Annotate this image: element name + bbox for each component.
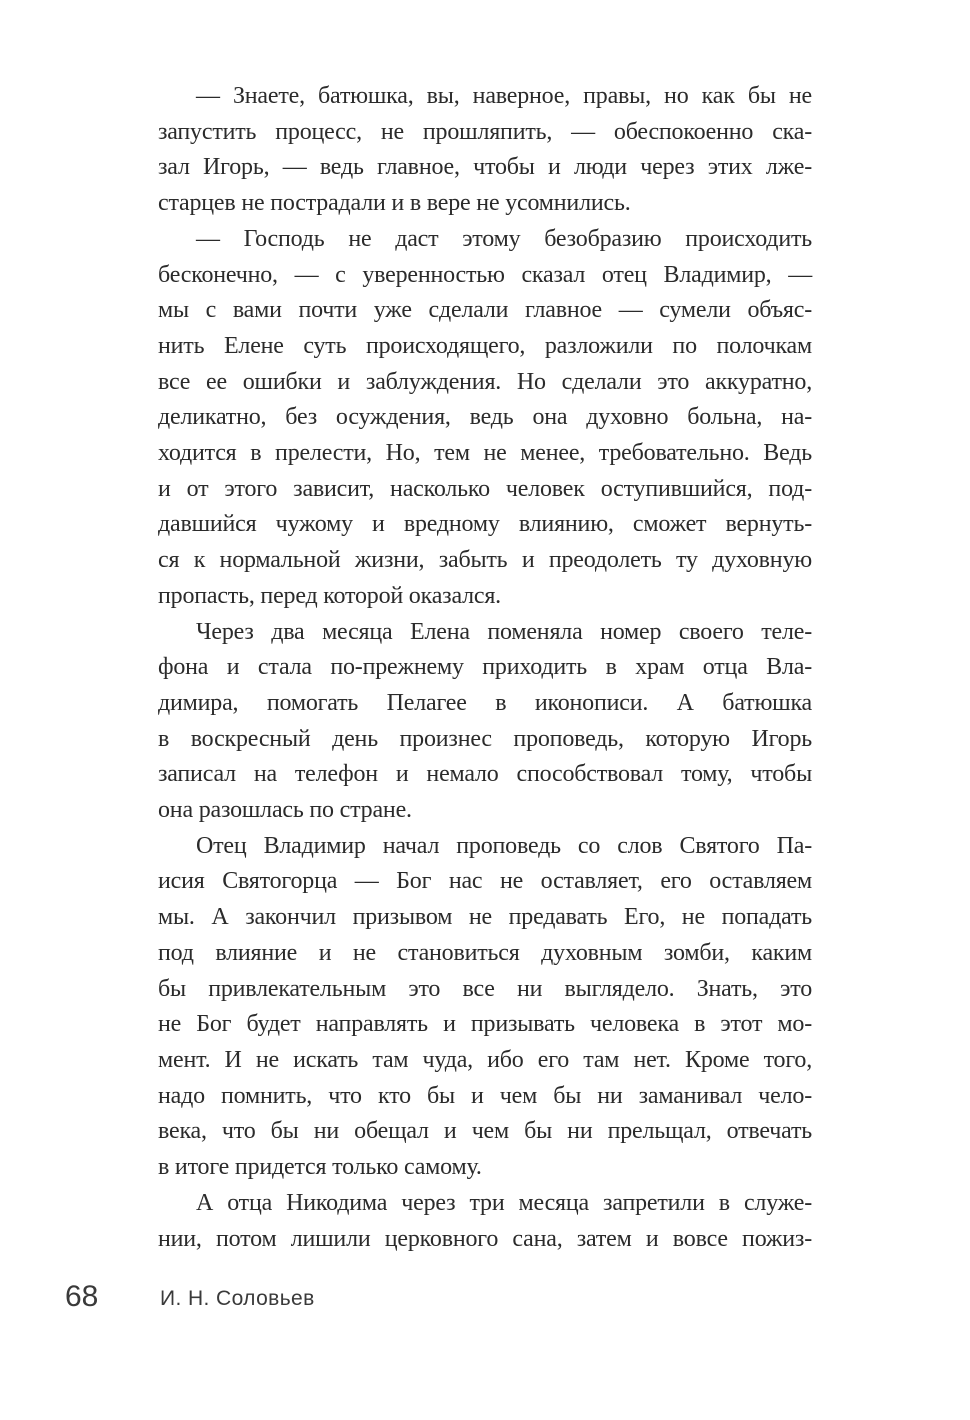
text-line: бесконечно, — с уверенностью сказал отец Владимир, — xyxy=(158,261,812,288)
text-line: исия Святогорца — Бог нас не оставляет, его оставляем xyxy=(158,868,812,895)
text-line: под влияние и не становиться духовным зомби, каким xyxy=(158,939,812,966)
text-line: в итоге придется только самому. xyxy=(158,1154,482,1181)
text-line: ходится в прелести, Но, тем не менее, требовательно. Ведь xyxy=(158,440,812,467)
text-line: запустить процесс, не прошляпить, — обеспокоенно ска- xyxy=(158,118,812,145)
text-line: мент. И не искать там чуда, ибо его там нет. Кроме того, xyxy=(158,1046,812,1073)
paragraph xyxy=(158,829,812,1186)
text-line: А отца Никодима через три месяца запретили в служе- xyxy=(196,1189,812,1216)
text-line: века, что бы ни обещал и чем бы ни прельщал, отвечать xyxy=(158,1118,812,1145)
text-line: давшийся чужому и вредному влиянию, сможет вернуть- xyxy=(158,511,812,538)
text-line: мы с вами почти уже сделали главное — сумели объяс- xyxy=(158,297,812,324)
text-line: старцев не пострадали и в вере не усомнились. xyxy=(158,190,631,217)
text-line: она разошлась по стране. xyxy=(158,797,412,824)
text-line: ся к нормальной жизни, забыть и преодолеть ту духовную xyxy=(158,547,812,574)
paragraph xyxy=(158,222,812,615)
text-line: нить Елене суть происходящего, разложили по полочкам xyxy=(158,332,812,359)
text-line: деликатно, без осуждения, ведь она духовно больна, на- xyxy=(158,404,812,431)
text-line: Через два месяца Елена поменяла номер своего теле- xyxy=(196,618,812,645)
text-line: мы. А закончил призывом не предавать Его, не попадать xyxy=(158,904,812,931)
paragraph xyxy=(158,79,812,222)
text-line: не Бог будет направлять и призывать человека в этот мо- xyxy=(158,1011,812,1038)
page-text xyxy=(158,79,812,1257)
paragraph xyxy=(158,1186,812,1257)
text-line: пропасть, перед которой оказался. xyxy=(158,582,501,609)
text-line: — Знаете, батюшка, вы, наверное, правы, но как бы не xyxy=(196,83,812,109)
text-line: все ее ошибки и заблуждения. Но сделали это аккуратно, xyxy=(158,368,812,395)
page-number: 68 xyxy=(65,1280,99,1313)
text-line: в воскресный день произнес проповедь, которую Игорь xyxy=(158,725,812,752)
text-line: зал Игорь, — ведь главное, чтобы и люди через этих лже- xyxy=(158,154,812,181)
text-line: и от этого зависит, насколько человек оступившийся, под- xyxy=(158,475,812,502)
paragraph xyxy=(158,615,812,829)
text-line: нии, потом лишили церковного сана, затем и вовсе пожиз- xyxy=(158,1225,812,1252)
text-line: записал на телефон и немало способствовал тому, чтобы xyxy=(158,761,812,788)
text-line: Отец Владимир начал проповедь со слов Святого Па- xyxy=(196,832,812,859)
text-line: димира, помогать Пелагее в иконописи. А батюшка xyxy=(158,689,812,716)
running-title-author: И. Н. Соловьев xyxy=(160,1287,315,1310)
text-line: — Господь не даст этому безобразию происходить xyxy=(196,225,812,252)
text-line: фона и стала по-прежнему приходить в храм отца Вла- xyxy=(158,654,812,681)
text-line: бы привлекательным это все ни выглядело. Знать, это xyxy=(158,975,812,1002)
text-line: надо помнить, что кто бы и чем бы ни заманивал чело- xyxy=(158,1082,812,1109)
page-footer xyxy=(65,1280,905,1340)
